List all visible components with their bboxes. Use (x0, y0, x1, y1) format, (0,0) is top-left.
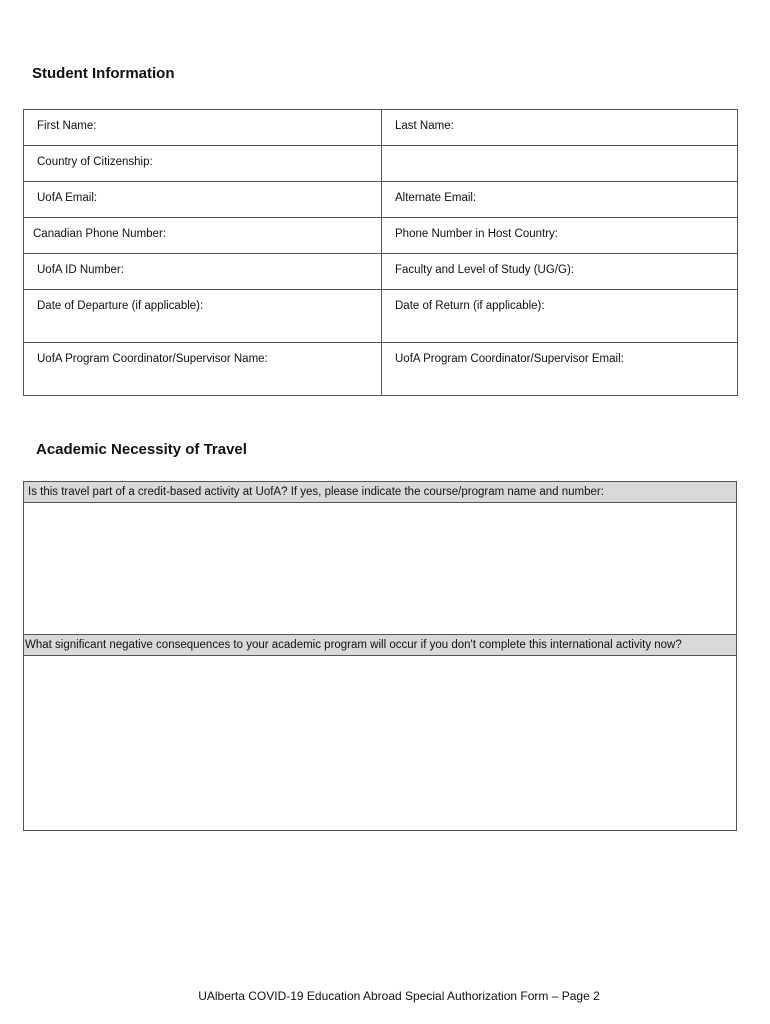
coordinator-name-field[interactable]: UofA Program Coordinator/Supervisor Name: (24, 343, 382, 396)
table-row (24, 182, 738, 218)
uofa-email-field[interactable]: UofA Email: (24, 182, 382, 218)
country-of-citizenship-value[interactable] (382, 146, 738, 182)
credit-activity-question: Is this travel part of a credit-based activity at UofA? If yes, please indicate the course/program name and number: (24, 482, 736, 503)
alternate-email-field[interactable]: Alternate Email: (382, 182, 738, 218)
consequences-answer-area[interactable] (24, 656, 736, 811)
table-row (24, 146, 738, 182)
return-date-field[interactable]: Date of Return (if applicable): (382, 290, 738, 343)
uofa-id-field[interactable]: UofA ID Number: (24, 254, 382, 290)
table-row (24, 343, 738, 396)
credit-activity-answer-area[interactable] (24, 503, 736, 635)
academic-necessity-heading: Academic Necessity of Travel (36, 441, 247, 458)
student-information-heading: Student Information (32, 65, 175, 82)
credit-activity-box (23, 481, 737, 635)
consequences-box (23, 634, 737, 831)
student-information-table (23, 109, 738, 396)
table-row (24, 254, 738, 290)
country-of-citizenship-field[interactable]: Country of Citizenship: (24, 146, 382, 182)
consequences-question: What significant negative consequences to your academic program will occur if you don't complete this international activity now? (24, 635, 736, 656)
host-country-phone-field[interactable]: Phone Number in Host Country: (382, 218, 738, 254)
table-row (24, 290, 738, 343)
faculty-level-field[interactable]: Faculty and Level of Study (UG/G): (382, 254, 738, 290)
coordinator-email-field[interactable]: UofA Program Coordinator/Supervisor Email: (382, 343, 738, 396)
canadian-phone-field[interactable]: Canadian Phone Number: (24, 218, 382, 254)
first-name-field[interactable]: First Name: (24, 110, 382, 146)
departure-date-field[interactable]: Date of Departure (if applicable): (24, 290, 382, 343)
table-row (24, 218, 738, 254)
page-footer: UAlberta COVID-19 Education Abroad Special Authorization Form – Page 2 (198, 989, 600, 1003)
table-row (24, 110, 738, 146)
last-name-field[interactable]: Last Name: (382, 110, 738, 146)
